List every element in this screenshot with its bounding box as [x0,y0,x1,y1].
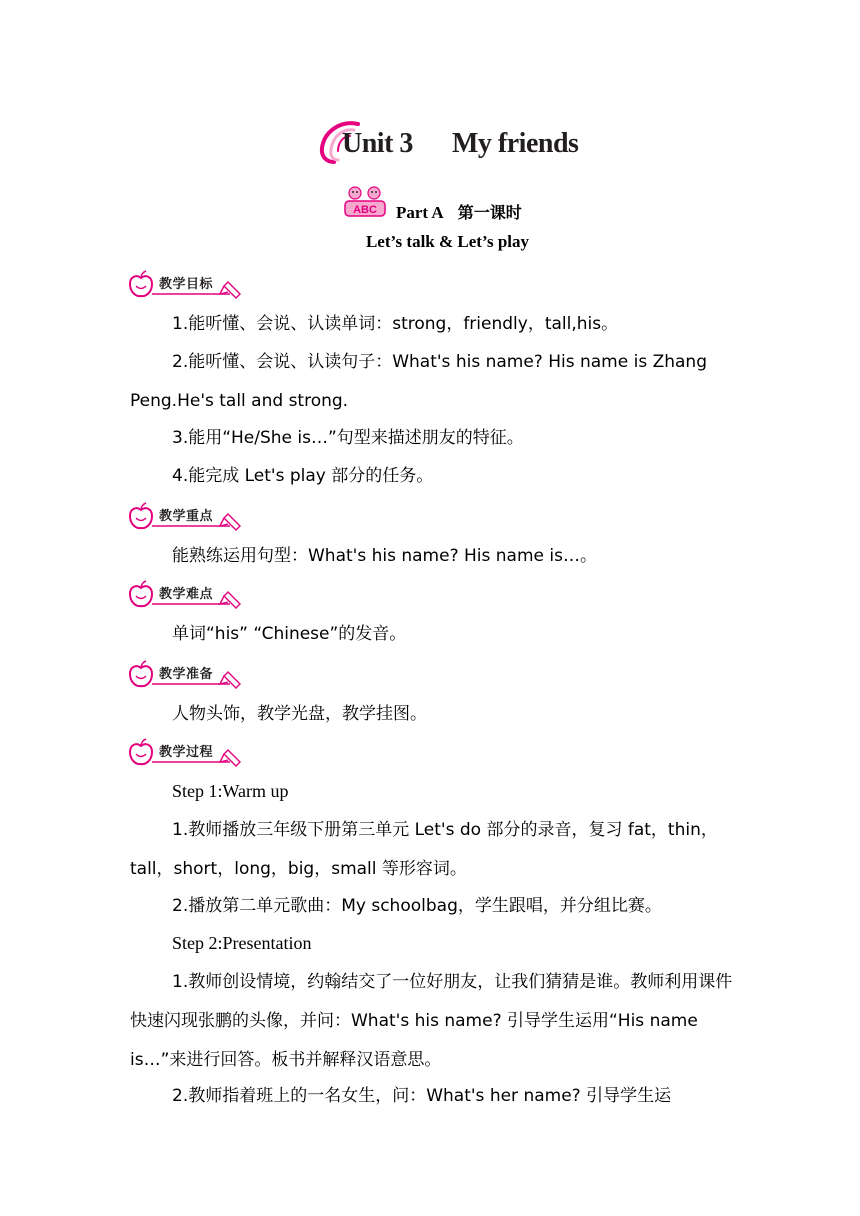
process-step-heading: Step 1:Warm up [172,781,289,801]
section-heading-label: 教学准备 [159,667,214,682]
preparation-text: 人物头饰，教学光盘，教学挂图。 [172,704,427,724]
difficulties-text: 单词“his” “Chinese”的发音。 [172,624,407,644]
section-heading-difficulties [128,580,248,610]
svg-text:ABC: ABC [353,204,377,216]
objective-item: 4.能完成 Let's play 部分的任务。 [172,466,434,486]
part-header [342,184,642,220]
part-label: Part A [396,203,444,222]
unit-number: Unit 3 [342,128,413,159]
process-item: 2.播放第二单元歌曲：My schoolbag，学生跟唱，并分组比赛。 [172,896,662,916]
section-heading-label: 教学重点 [159,509,214,524]
objective-item: 3.能用“He/She is…”句型来描述朋友的特征。 [172,428,524,448]
section-heading-preparation [128,660,248,690]
objective-item: 1.能听懂、会说、认读单词：strong，friendly，tall,his。 [172,314,619,334]
process-item: 1.教师创设情境，约翰结交了一位好朋友，让我们猜猜是谁。教师利用课件快速闪现张鹏的头像，并问：What's his name? 引导学生运用“His name is…”来进行回答。板书并解释汉语意思。 [130,972,733,1070]
key-points-text: 能熟练运用句型：What's his name? His name is…。 [172,546,597,566]
section-heading-label: 教学目标 [159,277,214,292]
title-block [0,118,860,174]
section-heading-label: 教学过程 [159,745,214,760]
unit-title: My friends [452,128,579,159]
lesson-label: 第一课时 [457,203,522,222]
section-heading-objectives [128,270,248,300]
section-heading-process [128,738,248,768]
objective-item: 2.能听懂、会说、认读句子：What's his name? His name is Zhang Peng.He's tall and strong. [130,352,707,411]
process-item: 1.教师播放三年级下册第三单元 Let's do 部分的录音，复习 fat，thin，tall，short，long，big，small 等形容词。 [130,820,718,879]
process-item: 2.教师指着班上的一名女生，问：What's her name? 引导学生运 [172,1086,672,1106]
abc-kids-icon [342,184,390,220]
lesson-subtitle: Let’s talk & Let’s play [365,232,530,251]
process-step-heading: Step 2:Presentation [172,933,312,953]
part-label-line [396,200,522,223]
section-heading-key-points [128,502,248,532]
section-heading-label: 教学难点 [159,587,214,602]
